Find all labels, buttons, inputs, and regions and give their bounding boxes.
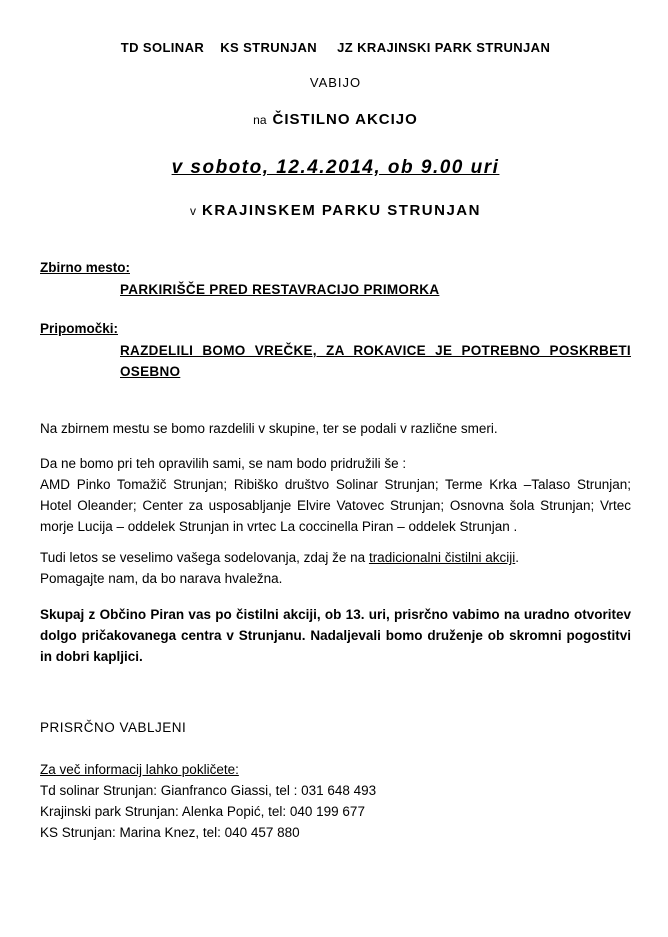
closing-salutation: PRISRČNO VABLJENI	[40, 720, 187, 735]
event-location-line	[40, 201, 631, 221]
supplies-label: Pripomočki:	[40, 321, 119, 336]
contacts-heading: Za več informacij lahko pokličete:	[40, 762, 239, 777]
tradition-underlined-phrase: tradicionalni čistilni akciji	[368, 550, 516, 565]
event-title: ČISTILNO AKCIJO	[272, 111, 418, 128]
meeting-point-section	[40, 259, 631, 300]
meeting-point-value: PARKIRIŠČE PRED RESTAVRACIJO PRIMORKA	[120, 282, 440, 297]
event-location-prefix: v	[190, 204, 197, 218]
paragraph-ceremony: Skupaj z Občino Piran vas po čistilni akciji, ob 13. uri, prisrčno vabimo na uradno otvoritev dolgo pričakovanega centra v Strunjanu. Nadaljevali bomo druženje ob skromni pogostitvi in dobri kapljici.	[40, 607, 631, 664]
supplies-section	[40, 320, 631, 382]
meeting-point-label: Zbirno mesto:	[40, 260, 130, 275]
header-organizations: TD SOLINAR KS STRUNJAN JZ KRAJINSKI PARK STRUNJAN	[120, 40, 551, 55]
supplies-value: RAZDELILI BOMO VREČKE, ZA ROKAVICE JE POTREBNO POSKRBETI OSEBNO	[120, 343, 631, 379]
event-title-line	[40, 110, 631, 130]
tradition-text-prefix: Tudi letos se veselimo vašega sodelovanja, zdaj že na	[40, 550, 369, 565]
paragraph-nature: Pomagajte nam, da bo narava hvaležna.	[40, 571, 283, 586]
tradition-text-suffix: .	[515, 550, 520, 565]
contacts-section	[40, 759, 631, 843]
paragraph-tradition	[40, 547, 631, 568]
event-location: KRAJINSKEM PARKU STRUNJAN	[202, 202, 481, 219]
event-datetime: v soboto, 12.4.2014, ob 9.00 uri	[171, 157, 500, 178]
event-title-prefix: na	[253, 113, 267, 127]
contact-krajinski-park: Krajinski park Strunjan: Alenka Popić, tel: 040 199 677	[40, 804, 365, 819]
paragraph-joining-list: AMD Pinko Tomažič Strunjan; Ribiško društvo Solinar Strunjan; Terme Krka –Talaso Strunjan; Hotel Oleander; Center za usposabljanje Elvire Vatovec Strunjan; Osnovna šola Strunjan; Vrtec morje Lucija – oddelek Strunjan in vrtec La coccinella Piran – oddelek Strunjan .	[40, 477, 631, 534]
paragraph-groups: Na zbirnem mestu se bomo razdelili v skupine, ter se podali v različne smeri.	[40, 421, 498, 436]
paragraph-joining-intro: Da ne bomo pri teh opravilih sami, se nam bodo pridružili še :	[40, 456, 407, 471]
invitation-verb: VABIJO	[309, 75, 362, 90]
document-content	[0, 40, 668, 843]
contact-ks-strunjan: KS Strunjan: Marina Knez, tel: 040 457 880	[40, 825, 300, 840]
contact-td-solinar: Td solinar Strunjan: Gianfranco Giassi, tel : 031 648 493	[40, 783, 377, 798]
